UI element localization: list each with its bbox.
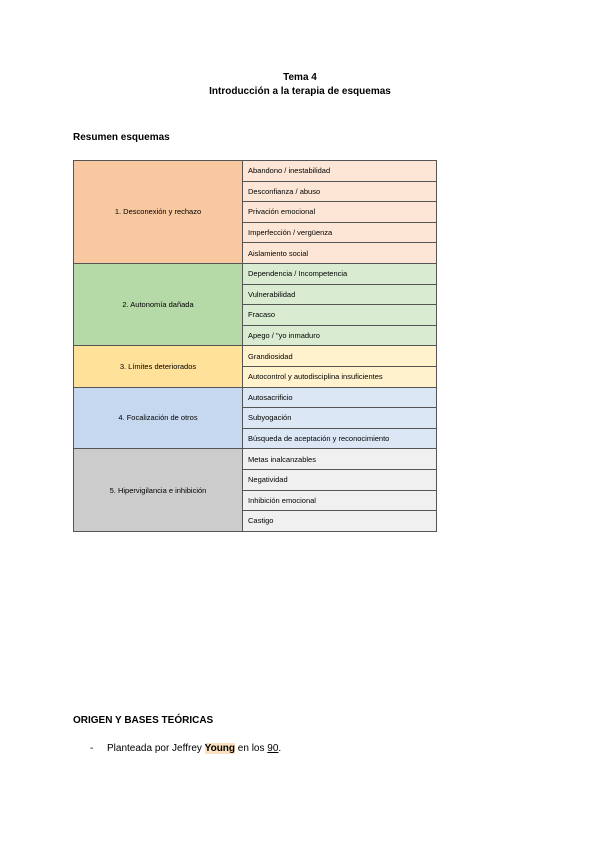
table-row <box>74 263 437 284</box>
schema-domain-cell: 2. Autonomía dañada <box>74 263 243 345</box>
table-row <box>74 387 437 408</box>
schema-item-cell: Abandono / inestabilidad <box>243 161 437 182</box>
bullet-text-pre: Planteada por Jeffrey <box>107 743 205 754</box>
schema-item-cell: Vulnerabilidad <box>243 284 437 305</box>
schema-item-cell: Castigo <box>243 511 437 532</box>
schema-item-cell: Subyogación <box>243 408 437 429</box>
schema-item-cell: Dependencia / Incompetencia <box>243 263 437 284</box>
bullet-item <box>90 743 281 754</box>
schema-item-cell: Fracaso <box>243 305 437 326</box>
schema-item-cell: Metas inalcanzables <box>243 449 437 470</box>
schema-item-cell: Grandiosidad <box>243 346 437 367</box>
title-line-1: Tema 4 <box>283 72 317 83</box>
schema-item-cell: Autosacrificio <box>243 387 437 408</box>
schema-domain-cell: 4. Focalización de otros <box>74 387 243 449</box>
schema-item-cell: Aislamiento social <box>243 243 437 264</box>
title-line-2: Introducción a la terapia de esquemas <box>209 86 391 97</box>
schema-item-cell: Negatividad <box>243 469 437 490</box>
underlined-decade: 90 <box>267 743 279 754</box>
bullet-text-post: . <box>278 743 282 754</box>
schema-domain-cell: 1. Desconexión y rechazo <box>74 161 243 264</box>
origen-heading: ORIGEN Y BASES TEÓRICAS <box>73 715 214 726</box>
schema-item-cell: Privación emocional <box>243 202 437 223</box>
table-row <box>74 449 437 470</box>
document-title <box>0 71 600 99</box>
schema-item-cell: Inhibición emocional <box>243 490 437 511</box>
bullet-text-mid: en los <box>235 743 268 754</box>
schema-item-cell: Autocontrol y autodisciplina insuficientes <box>243 366 437 387</box>
bullet-marker: - <box>90 743 94 754</box>
schema-item-cell: Imperfección / vergüenza <box>243 222 437 243</box>
schema-item-cell: Búsqueda de aceptación y reconocimiento <box>243 428 437 449</box>
schemas-table <box>73 160 437 532</box>
schema-item-cell: Desconfianza / abuso <box>243 181 437 202</box>
resumen-heading: Resumen esquemas <box>73 132 170 143</box>
schema-domain-cell: 3. Límites deteriorados <box>74 346 243 387</box>
schema-domain-cell: 5. Hipervigilancia e inhibición <box>74 449 243 531</box>
table-row <box>74 161 437 182</box>
schema-item-cell: Apego / "yo inmaduro <box>243 325 437 346</box>
highlighted-name: Young <box>204 743 236 754</box>
table-row <box>74 346 437 367</box>
